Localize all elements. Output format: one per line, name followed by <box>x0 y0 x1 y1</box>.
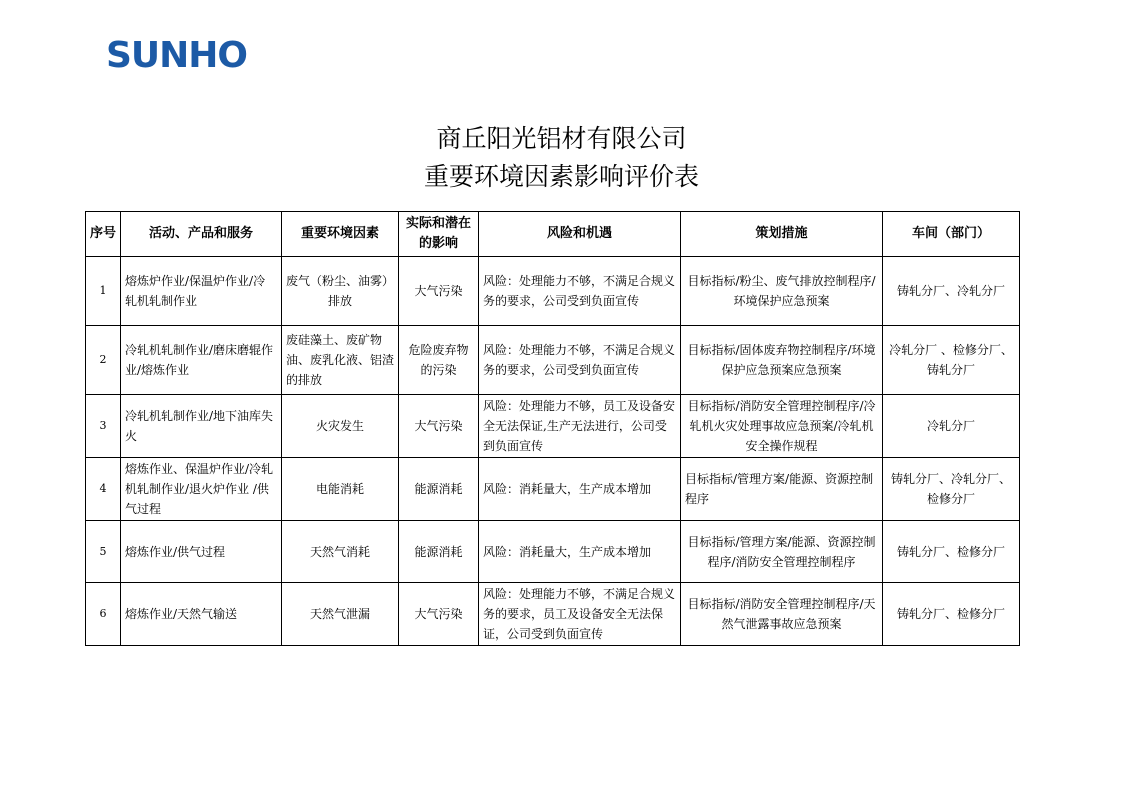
row-activity: 冷轧机轧制作业/磨床磨辊作业/熔炼作业 <box>121 326 282 395</box>
row-activity: 熔炼炉作业/保温炉作业/冷轧机轧制作业 <box>121 257 282 326</box>
company-name: 商丘阳光铝材有限公司 <box>436 124 687 153</box>
table-row <box>86 583 1020 646</box>
table-row <box>86 326 1020 395</box>
document-title <box>0 120 1123 196</box>
row-dept: 铸轧分厂、冷轧分厂、检修分厂 <box>883 458 1020 521</box>
table-title: 重要环境因素影响评价表 <box>423 162 699 191</box>
row-measure: 目标指标/管理方案/能源、资源控制程序 <box>681 458 883 521</box>
row-dept: 铸轧分厂、冷轧分厂 <box>883 257 1020 326</box>
row-dept: 铸轧分厂、检修分厂 <box>883 521 1020 583</box>
row-impact: 大气污染 <box>399 583 479 646</box>
row-no: 6 <box>86 583 121 646</box>
table-row <box>86 257 1020 326</box>
row-no: 3 <box>86 395 121 458</box>
row-factor: 天然气消耗 <box>282 521 399 583</box>
row-measure: 目标指标/消防安全管理控制程序/天然气泄露事故应急预案 <box>681 583 883 646</box>
row-activity: 熔炼作业/供气过程 <box>121 521 282 583</box>
row-no: 5 <box>86 521 121 583</box>
row-risk: 风险：消耗量大，生产成本增加 <box>479 521 681 583</box>
header-measure: 策划措施 <box>681 212 883 257</box>
evaluation-table <box>85 211 1020 646</box>
row-no: 4 <box>86 458 121 521</box>
table-row <box>86 458 1020 521</box>
row-factor: 天然气泄漏 <box>282 583 399 646</box>
row-impact: 能源消耗 <box>399 458 479 521</box>
row-no: 2 <box>86 326 121 395</box>
row-impact: 大气污染 <box>399 257 479 326</box>
row-measure: 目标指标/固体废弃物控制程序/环境保护应急预案应急预案 <box>681 326 883 395</box>
row-dept: 铸轧分厂、检修分厂 <box>883 583 1020 646</box>
row-dept: 冷轧分厂 、检修分厂、铸轧分厂 <box>883 326 1020 395</box>
row-risk: 风险：消耗量大，生产成本增加 <box>479 458 681 521</box>
row-activity: 冷轧机轧制作业/地下油库失火 <box>121 395 282 458</box>
table-row <box>86 521 1020 583</box>
table-header-row <box>86 212 1020 257</box>
row-factor: 电能消耗 <box>282 458 399 521</box>
row-risk: 风险：处理能力不够，员工及设备安全无法保证,生产无法进行，公司受到负面宣传 <box>479 395 681 458</box>
row-no: 1 <box>86 257 121 326</box>
row-dept: 冷轧分厂 <box>883 395 1020 458</box>
row-impact: 大气污染 <box>399 395 479 458</box>
row-measure: 目标指标/管理方案/能源、资源控制程序/消防安全管理控制程序 <box>681 521 883 583</box>
row-measure: 目标指标/消防安全管理控制程序/冷轧机火灾处理事故应急预案/冷轧机安全操作规程 <box>681 395 883 458</box>
row-factor: 废气（粉尘、油雾）排放 <box>282 257 399 326</box>
table-row <box>86 395 1020 458</box>
header-risk: 风险和机遇 <box>479 212 681 257</box>
company-logo: SUNHO <box>106 35 248 76</box>
header-impact: 实际和潜在的影响 <box>399 212 479 257</box>
row-risk: 风险：处理能力不够，不满足合规义务的要求，员工及设备安全无法保证，公司受到负面宣传 <box>479 583 681 646</box>
header-factor: 重要环境因素 <box>282 212 399 257</box>
row-measure: 目标指标/粉尘、废气排放控制程序/环境保护应急预案 <box>681 257 883 326</box>
row-risk: 风险：处理能力不够，不满足合规义务的要求，公司受到负面宣传 <box>479 257 681 326</box>
header-dept: 车间（部门） <box>883 212 1020 257</box>
row-risk: 风险：处理能力不够，不满足合规义务的要求，公司受到负面宣传 <box>479 326 681 395</box>
row-activity: 熔炼作业、保温炉作业/冷轧机轧制作业/退火炉作业 /供气过程 <box>121 458 282 521</box>
row-activity: 熔炼作业/天然气输送 <box>121 583 282 646</box>
row-impact: 危险废弃物的污染 <box>399 326 479 395</box>
row-impact: 能源消耗 <box>399 521 479 583</box>
header-activity: 活动、产品和服务 <box>121 212 282 257</box>
header-no: 序号 <box>86 212 121 257</box>
row-factor: 废硅藻土、废矿物油、废乳化液、铝渣的排放 <box>282 326 399 395</box>
row-factor: 火灾发生 <box>282 395 399 458</box>
